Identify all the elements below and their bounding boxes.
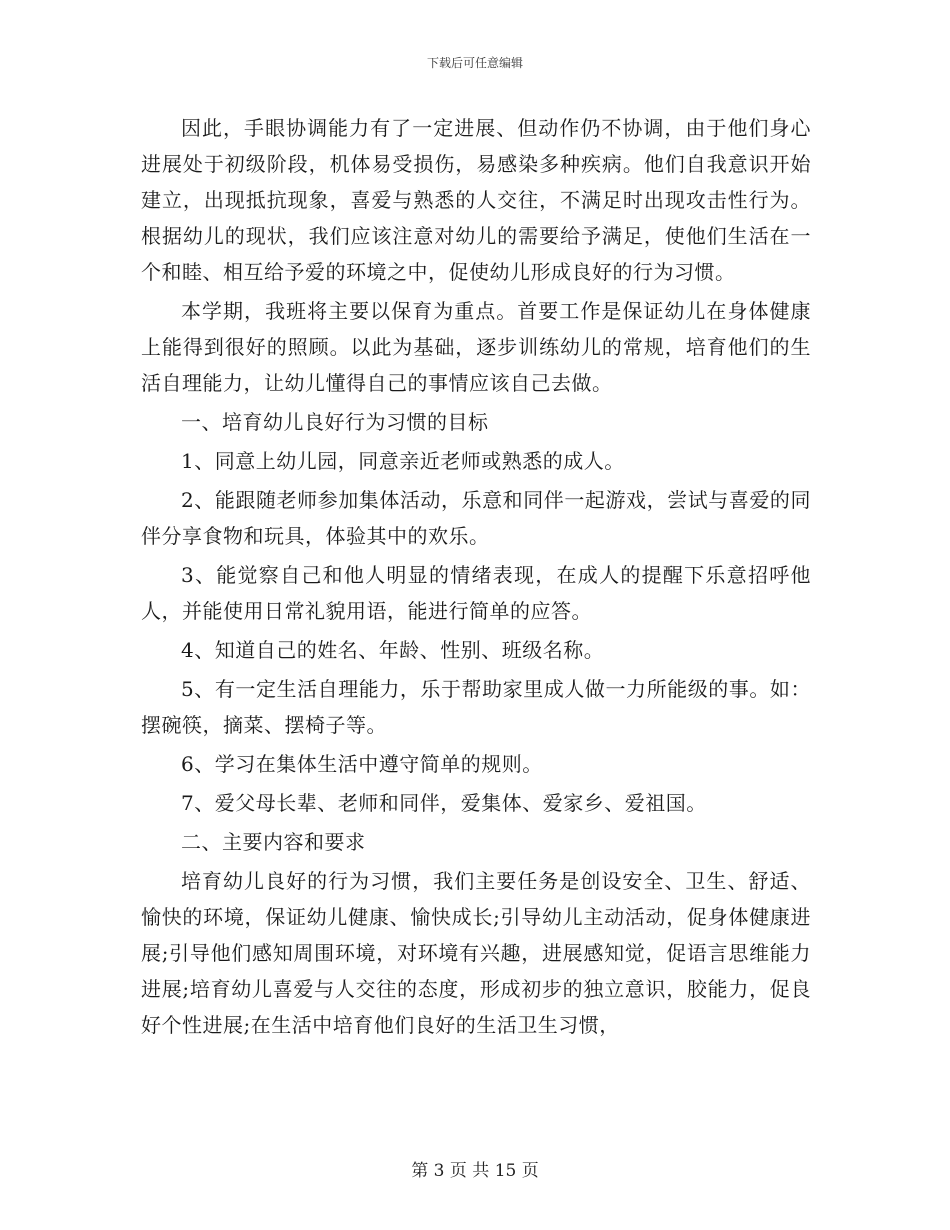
section-heading: 一、培育幼儿良好行为习惯的目标 bbox=[181, 410, 489, 434]
paragraph: 因此，手眼协调能力有了一定进展、但动作仍不协调，由于他们身心进展处于初级阶段，机体易受损伤，易感染多种疾病。他们自我意识开始建立，出现抵抗现象，喜爱与熟悉的人交往，不满足时出现攻击性行为。根据幼儿的现状，我们应该注意对幼儿的需要给予满足，使他们生活在一个和睦、相互给予爱的环境之中，促使幼儿形成良好的行为习惯。 bbox=[141, 116, 811, 284]
list-item: 6、学习在集体生活中遵守简单的规则。 bbox=[181, 752, 543, 776]
list-item: 5、有一定生活自理能力，乐于帮助家里成人做一力所能级的事。如：摆碗筷，摘菜、摆椅子等。 bbox=[141, 677, 811, 737]
paragraph: 培育幼儿良好的行为习惯，我们主要任务是创设安全、卫生、舒适、愉快的环境，保证幼儿健康、愉快成长;引导幼儿主动活动，促身体健康进展;引导他们感知周围环境，对环境有兴趣，进展感知觉，促语言思维能力进展;培育幼儿喜爱与人交往的态度，形成初步的独立意识，胶能力，促良好个性进展;在生活中培育他们良好的生活卫生习惯， bbox=[141, 869, 811, 1037]
list-item: 1、同意上幼儿园，同意亲近老师或熟悉的成人。 bbox=[181, 449, 625, 473]
page-footer: 第 3 页 共 15 页 bbox=[411, 1161, 539, 1181]
list-item: 2、能跟随老师参加集体活动，乐意和同伴一起游戏，尝试与喜爱的同伴分享食物和玩具，体验其中的欢乐。 bbox=[141, 488, 811, 548]
page-header: 下载后可任意编辑 bbox=[426, 56, 523, 70]
paragraph: 本学期，我班将主要以保育为重点。首要工作是保证幼儿在身体健康上能得到很好的照顾。以此为基础，逐步训练幼儿的常规，培育他们的生活自理能力，让幼儿懂得自己的事情应该自己去做。 bbox=[141, 299, 811, 395]
list-item: 3、能觉察自己和他人明显的情绪表现，在成人的提醒下乐意招呼他人，并能使用日常礼貌用语，能进行简单的应答。 bbox=[141, 563, 811, 623]
list-item: 4、知道自己的姓名、年龄、性别、班级名称。 bbox=[181, 638, 605, 662]
section-heading: 二、主要内容和要求 bbox=[181, 830, 366, 854]
document-body bbox=[141, 110, 811, 1043]
list-item: 7、爱父母长辈、老师和同伴，爱集体、爱家乡、爱祖国。 bbox=[181, 791, 707, 815]
